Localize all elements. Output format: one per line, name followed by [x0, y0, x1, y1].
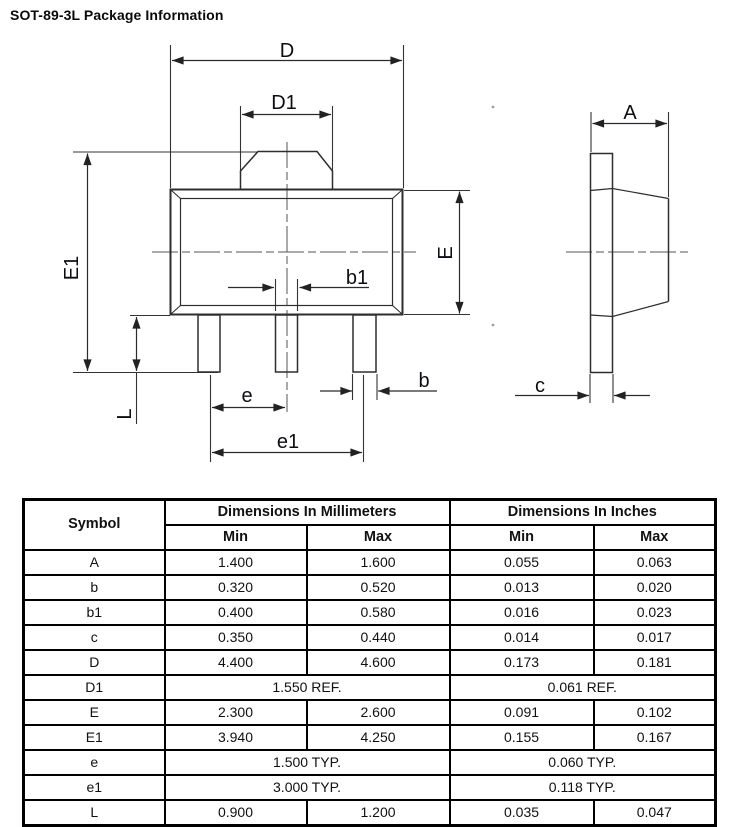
cell-mm-min: 4.400	[165, 650, 307, 675]
dim-label-e1: e1	[276, 431, 300, 453]
cell-mm-max: 4.600	[307, 650, 450, 675]
cell-mm-span: 3.000 TYP.	[165, 775, 450, 800]
table-row	[24, 550, 716, 575]
cell-in-min: 0.013	[450, 575, 594, 600]
dim-label-c: c	[535, 375, 545, 397]
dim-label-b: b	[418, 370, 430, 392]
cell-mm-min: 0.900	[165, 800, 307, 826]
extension-lines-side	[590, 112, 669, 403]
cell-in-min: 0.014	[450, 625, 594, 650]
cell-in-min: 0.091	[450, 700, 594, 725]
cell-symbol: c	[24, 625, 165, 650]
dim-label-e: e	[241, 385, 253, 407]
cell-symbol: D	[24, 650, 165, 675]
cell-symbol: b	[24, 575, 165, 600]
cell-in-max: 0.167	[594, 725, 716, 750]
scan-artifact-dots	[492, 106, 495, 327]
dim-label-D: D	[279, 40, 295, 62]
dim-label-D1: D1	[271, 92, 297, 114]
cell-in-min: 0.035	[450, 800, 594, 826]
front-view	[61, 40, 470, 462]
table-row	[24, 600, 716, 625]
cell-mm-max: 2.600	[307, 700, 450, 725]
dimensions-table	[22, 498, 717, 827]
cell-in-min: 0.155	[450, 725, 594, 750]
cell-in-span: 0.061 REF.	[450, 675, 716, 700]
cell-in-max: 0.047	[594, 800, 716, 826]
cell-in-min: 0.173	[450, 650, 594, 675]
dim-label-E1: E1	[61, 255, 83, 281]
dim-label-E: E	[435, 246, 457, 260]
cell-symbol: e	[24, 750, 165, 775]
cell-in-max: 0.102	[594, 700, 716, 725]
cell-mm-max: 0.580	[307, 600, 450, 625]
table-header-groups	[24, 500, 716, 526]
cell-in-min: 0.016	[450, 600, 594, 625]
table-row	[24, 800, 716, 826]
cell-symbol: A	[24, 550, 165, 575]
table-row	[24, 650, 716, 675]
cell-in-min: 0.055	[450, 550, 594, 575]
cell-in-max: 0.017	[594, 625, 716, 650]
cell-in-max: 0.181	[594, 650, 716, 675]
cell-symbol: E1	[24, 725, 165, 750]
cell-in-max: 0.020	[594, 575, 716, 600]
table-row	[24, 700, 716, 725]
lead-right	[353, 315, 376, 372]
side-profile-outline	[591, 154, 669, 373]
col-header-mm-max: Max	[307, 525, 450, 550]
cell-mm-max: 4.250	[307, 725, 450, 750]
cell-mm-span: 1.500 TYP.	[165, 750, 450, 775]
cell-symbol: E	[24, 700, 165, 725]
cell-mm-min: 0.350	[165, 625, 307, 650]
cell-mm-min: 0.320	[165, 575, 307, 600]
dim-label-L: L	[114, 408, 136, 420]
col-header-in-min: Min	[450, 525, 594, 550]
cell-symbol: L	[24, 800, 165, 826]
cell-mm-min: 0.400	[165, 600, 307, 625]
cell-mm-max: 0.440	[307, 625, 450, 650]
table-row	[24, 725, 716, 750]
cell-mm-max: 1.200	[307, 800, 450, 826]
cell-in-max: 0.063	[594, 550, 716, 575]
cell-symbol: b1	[24, 600, 165, 625]
dim-label-A: A	[623, 102, 637, 124]
cell-symbol: D1	[24, 675, 165, 700]
table-row	[24, 575, 716, 600]
col-group-millimeters: Dimensions In Millimeters	[165, 500, 450, 526]
page-title: SOT-89-3L Package Information	[10, 7, 224, 23]
cell-mm-max: 0.520	[307, 575, 450, 600]
cell-mm-min: 1.400	[165, 550, 307, 575]
table-row	[24, 775, 716, 800]
cell-mm-max: 1.600	[307, 550, 450, 575]
col-header-in-max: Max	[594, 525, 716, 550]
table-row	[24, 675, 716, 700]
dim-label-b1: b1	[345, 267, 369, 289]
col-header-mm-min: Min	[165, 525, 307, 550]
dimension-labels-side	[535, 102, 637, 397]
table-row	[24, 750, 716, 775]
cell-symbol: e1	[24, 775, 165, 800]
side-view	[492, 102, 692, 403]
cell-mm-min: 3.940	[165, 725, 307, 750]
table-row	[24, 625, 716, 650]
lead-left	[198, 315, 220, 372]
cell-mm-min: 2.300	[165, 700, 307, 725]
cell-in-span: 0.118 TYP.	[450, 775, 716, 800]
cell-mm-span: 1.550 REF.	[165, 675, 450, 700]
cell-in-max: 0.023	[594, 600, 716, 625]
cell-in-span: 0.060 TYP.	[450, 750, 716, 775]
col-header-symbol: Symbol	[24, 500, 165, 551]
col-group-inches: Dimensions In Inches	[450, 500, 716, 526]
